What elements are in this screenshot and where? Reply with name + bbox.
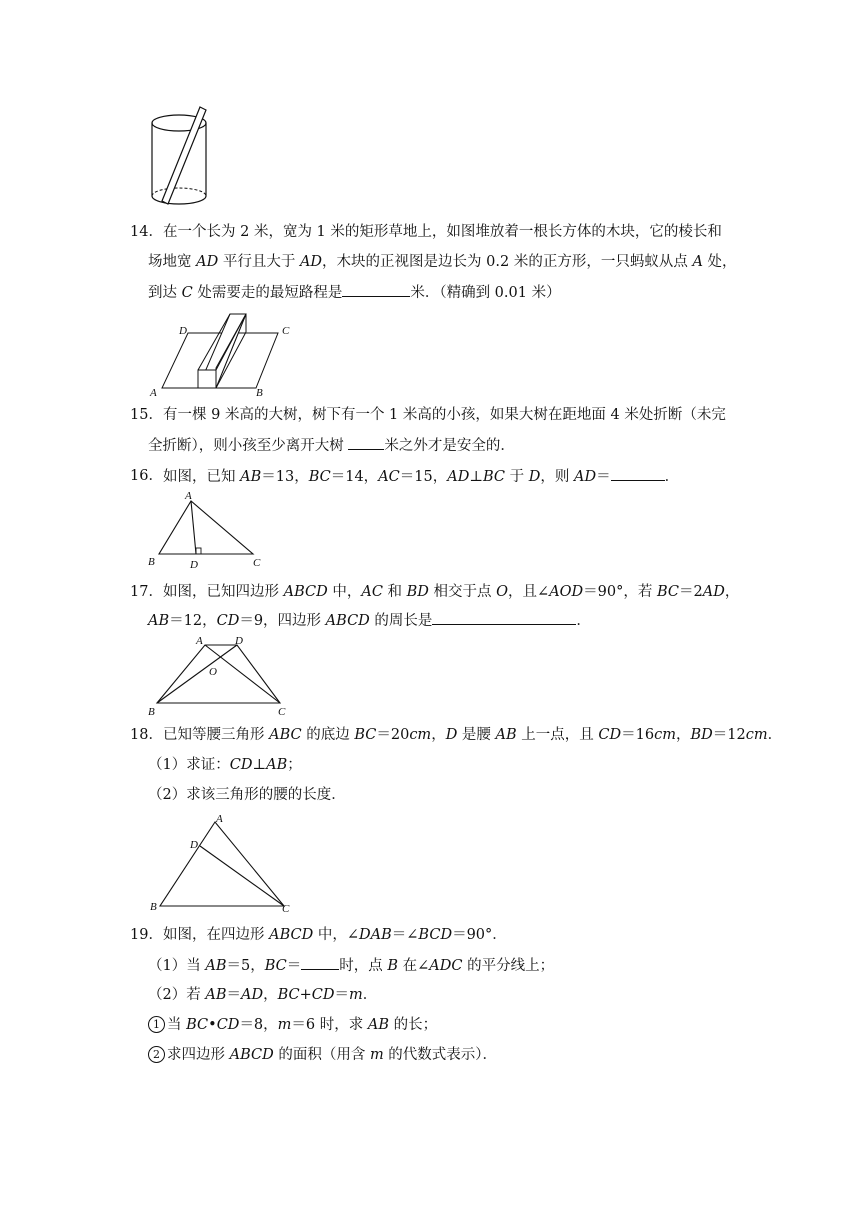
q17-line1: 如图，已知四边形 ABCD 中，AC 和 BD 相交于点 O，且∠AOD＝90°，若 BC＝2AD，	[163, 584, 740, 600]
label-B: B	[148, 706, 155, 718]
q18-number: 18．	[130, 727, 163, 743]
label-D: D	[190, 839, 198, 851]
q19-sub1: 1 当 BC•CD＝8，m＝6 时，求 AB 的长；	[148, 1015, 437, 1035]
q14-line3: 到达 C 处需要走的最短路程是 米．（精确到 0.01 米）	[148, 282, 561, 303]
answer-blank[interactable]	[611, 466, 665, 481]
circled-number: 1	[148, 1016, 165, 1033]
label-C: C	[282, 903, 290, 914]
answer-blank[interactable]	[342, 282, 410, 297]
label-B: B	[150, 901, 157, 913]
q18-part1: （1）求证：CD⊥AB；	[148, 757, 302, 773]
q14-number: 14．	[130, 224, 163, 240]
q18-part2: （2）求该三角形的腰的长度．	[148, 787, 346, 803]
isosceles-triangle-figure	[148, 810, 298, 914]
label-A: A	[150, 387, 157, 398]
q19-part2: （2）若 AB＝AD，BC+CD＝m．	[148, 987, 378, 1003]
label-B: B	[256, 387, 263, 398]
circled-number: 2	[148, 1046, 165, 1063]
q16-line1: 如图，已知 AB＝13，BC＝14，AC＝15，AD⊥BC 于 D，则 AD＝ ．	[163, 466, 679, 487]
quadrilateral-figure	[145, 633, 295, 719]
q19-sub2: 2 求四边形 ABCD 的面积（用含 m 的代数式表示）．	[148, 1045, 497, 1065]
q14-line2: 场地宽 AD 平行且大于 AD，木块的正视图是边长为 0.2 米的正方形，一只蚂蚁从点 A 处，	[148, 254, 737, 270]
label-D: D	[179, 325, 187, 337]
q15-line1: 有一棵 9 米高的大树，树下有一个 1 米高的小孩，如果大树在距地面 4 米处折断（未完	[163, 407, 726, 423]
q19-number: 19．	[130, 927, 163, 943]
label-A: A	[216, 813, 223, 825]
label-C: C	[282, 325, 290, 337]
cylinder-figure	[148, 104, 220, 212]
q17-line2: AB＝12，CD＝9，四边形 ABCD 的周长是 ．	[148, 610, 591, 631]
q15-number: 15．	[130, 407, 163, 423]
label-D: D	[190, 559, 198, 570]
q16-number: 16．	[130, 468, 163, 484]
q19-part1: （1）当 AB＝5，BC＝ 时，点 B 在∠ADC 的平分线上；	[148, 955, 554, 976]
label-D: D	[235, 635, 243, 647]
answer-blank[interactable]	[432, 610, 576, 625]
q17-number: 17．	[130, 584, 163, 600]
label-C: C	[278, 706, 286, 718]
q14-line1: 在一个长为 2 米，宽为 1 米的矩形草地上，如图堆放着一根长方体的木块，它的棱长和	[163, 224, 722, 240]
q19-line1: 如图，在四边形 ABCD 中，∠DAB＝∠BCD＝90°．	[163, 927, 507, 943]
label-A: A	[185, 490, 192, 502]
lawn-block-figure	[148, 310, 308, 398]
answer-blank[interactable]	[301, 955, 339, 970]
q15-line2: 全折断），则小孩至少离开大树 米之外才是安全的．	[148, 435, 515, 456]
label-A: A	[196, 635, 203, 647]
answer-blank[interactable]	[348, 435, 384, 450]
q18-line1: 已知等腰三角形 ABC 的底边 BC＝20cm，D 是腰 AB 上一点，且 CD＝16cm，BD＝12cm．	[163, 727, 783, 743]
label-O: O	[209, 666, 217, 678]
label-B: B	[148, 556, 155, 568]
triangle-altitude-figure	[145, 490, 270, 570]
label-C: C	[253, 557, 261, 569]
